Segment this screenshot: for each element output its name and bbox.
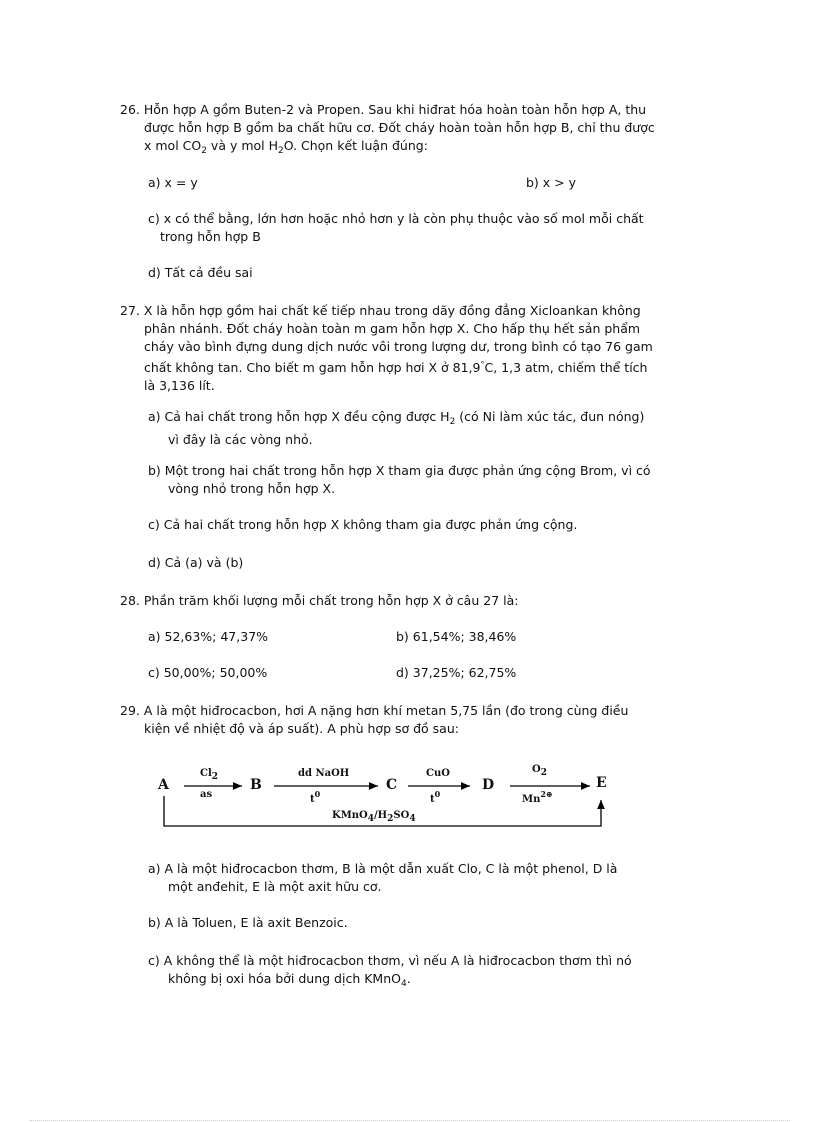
q29-option-b: b) A là Toluen, E là axit Benzoic. <box>148 915 348 930</box>
reagent-naoh: dd NaOH <box>298 768 350 779</box>
question-26 <box>120 101 696 160</box>
q27-number: 27. <box>120 303 140 318</box>
catalyst-mn: $Mn^{2\oplus}$ <box>522 789 553 805</box>
compound-a: A <box>158 777 169 793</box>
q29-option-a: a) A là một hiđrocacbon thơm, B là một dẫn xuất Clo, C là một phenol, D là một anđehit, E là một axit hữu cơ. <box>148 861 618 894</box>
q27-option-d: d) Cả (a) và (b) <box>148 555 244 570</box>
q27-line1: 27. X là hỗn hợp gồm hai chất kế tiếp nhau trong dãy đồng đẳng Xicloankan không <box>120 303 641 318</box>
q26-option-a: a) x = y <box>148 175 198 190</box>
q29-option-c: c) A không thể là một hiđrocacbon thơm, vì nếu A là hiđrocacbon thơm thì nó không bị oxi hóa bởi dung dịch KMnO$_4$. <box>148 953 632 989</box>
q27-option-b: b) Một trong hai chất trong hỗn hợp X tham gia được phản ứng cộng Brom, vì có vòng nhỏ trong hỗn hợp X. <box>148 463 651 496</box>
q26-line1: 26. Hỗn hợp A gồm Buten-2 và Propen. Sau khi hiđrat hóa hoàn toàn hỗn hợp A, thu <box>120 102 647 117</box>
q26-option-c: c) x có thể bằng, lớn hơn hoặc nhỏ hơn y là còn phụ thuộc vào số mol mỗi chất trong hỗn hợp B <box>148 211 644 244</box>
question-29: 29. A là một hiđrocacbon, hơi A nặng hơn khí metan 5,75 lần (đo trong cùng điều kiện về nhiệt độ và áp suất). A phù hợp sơ đồ sau: <box>120 703 629 736</box>
q26-line2: được hỗn hợp B gồm ba chất hữu cơ. Đốt cháy hoàn toàn hỗn hợp B, chỉ thu được <box>144 120 655 135</box>
q28-option-b: b) 61,54%; 38,46% <box>396 629 517 644</box>
q26-line3: x mol $CO_2$ và y mol $H_2O$. Chọn kết luận đúng: <box>144 138 428 156</box>
q29-number: 29. <box>120 703 140 718</box>
question-27: 27. X là hỗn hợp gồm hai chất kế tiếp nhau trong dãy đồng đẳng Xicloankan không phân nhánh. Đốt cháy hoàn toàn m gam hỗn hợp X. Cho hấp thụ hết sản phẩm cháy vào bình đựng dung dịch nước vôi trong lượng dư, trong bình có tạo 76 gam chất không tan. Cho biết m gam hỗn hợp hơi X ở 81,9°C, 1,3 atm, chiếm thể tích là 3,136 lít. <box>120 302 696 395</box>
q26-option-b: b) x > y <box>526 175 576 190</box>
condition-as: as <box>200 789 213 800</box>
reaction-scheme <box>150 760 620 830</box>
q26-number: 26. <box>120 102 140 117</box>
q28-option-a: a) 52,63%; 47,37% <box>148 629 269 644</box>
reagent-o2: $O_2$ <box>532 764 547 778</box>
q26-option-d: d) Tất cả đều sai <box>148 265 253 280</box>
condition-t1: $t^0$ <box>310 789 321 805</box>
q28-option-c: c) 50,00%; 50,00% <box>148 665 268 680</box>
q28-number: 28. <box>120 593 140 608</box>
reagent-cl2: $Cl_2$ <box>200 768 219 782</box>
q27-option-a: a) Cả hai chất trong hỗn hợp X đều cộng được $H_2$ (có Ni làm xúc tác, đun nóng) vì đây là các vòng nhỏ. <box>148 409 645 447</box>
question-28: 28. Phần trăm khối lượng mỗi chất trong hỗn hợp X ở câu 27 là: <box>120 593 519 608</box>
reagent-kmno4-h2so4: $KMnO_4/H_2SO_4$ <box>332 810 416 824</box>
compound-c: C <box>386 777 398 793</box>
compound-b: B <box>250 777 262 793</box>
compound-d: D <box>482 777 495 793</box>
reagent-cuo: CuO <box>426 768 450 779</box>
page-bottom-border <box>30 1120 790 1121</box>
q27-option-c: c) Cả hai chất trong hỗn hợp X không tham gia được phản ứng cộng. <box>148 517 578 532</box>
q28-option-d: d) 37,25%; 62,75% <box>396 665 517 680</box>
condition-t2: $t^0$ <box>430 789 441 805</box>
compound-e: E <box>596 775 607 791</box>
